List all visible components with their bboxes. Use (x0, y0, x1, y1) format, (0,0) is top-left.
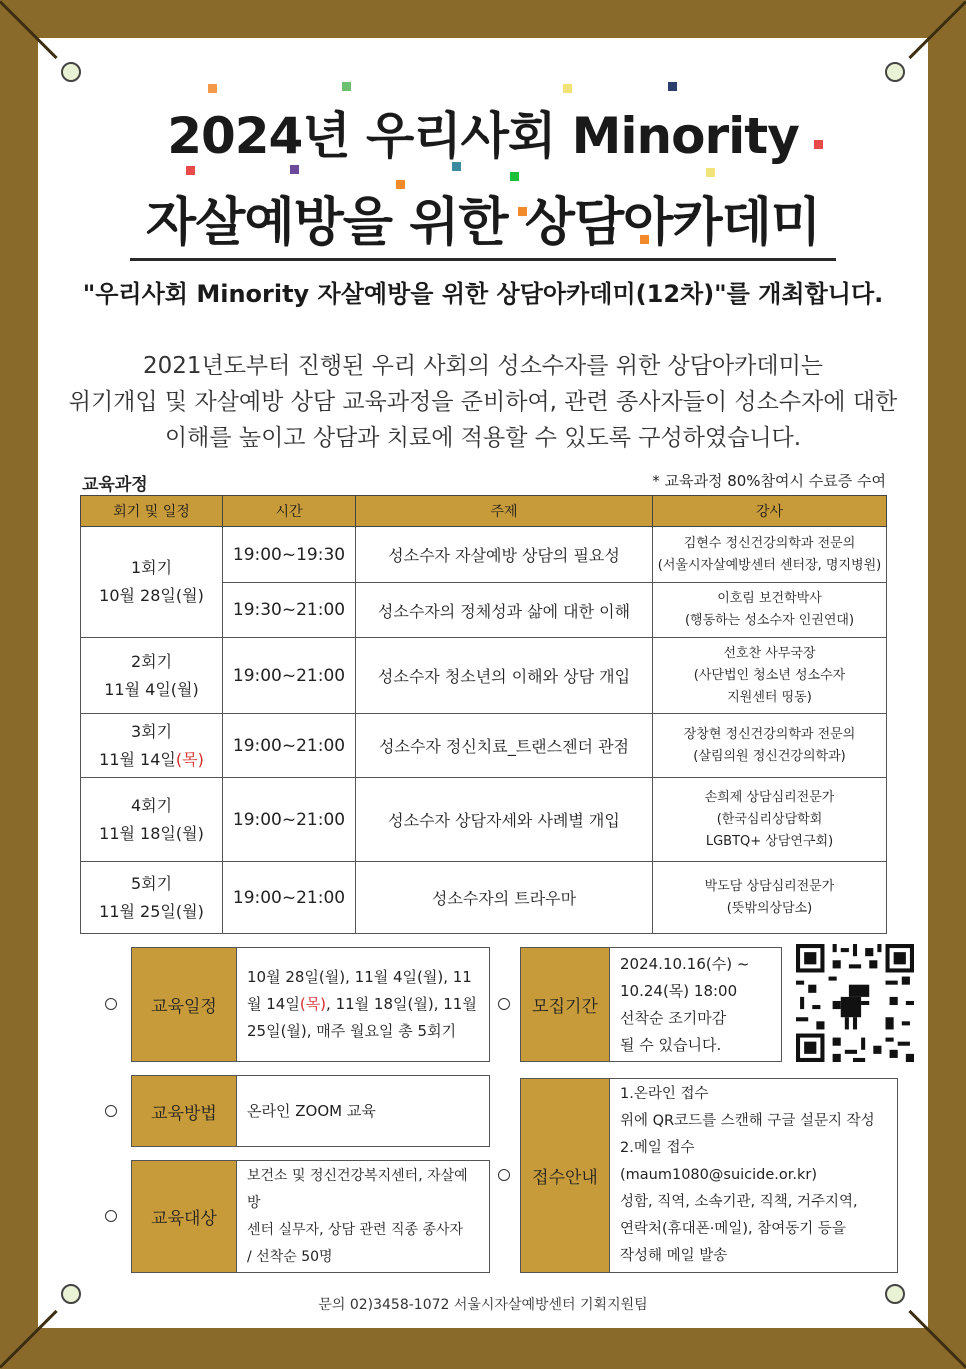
lecturer-affiliation: (사단법인 청소년 성소수자 (693, 667, 846, 683)
time-cell: 19:00~19:30 (223, 527, 356, 583)
session-date (82, 746, 221, 774)
recruit-line: 2024.10.16(수) ~ (620, 954, 750, 973)
schedule-value (237, 948, 487, 1061)
topic-cell: 성소수자 정신치료_트랜스젠더 관점 (356, 714, 653, 778)
bullet-icon (105, 1210, 117, 1222)
bullet-icon (105, 1105, 117, 1117)
schedule-info-box (131, 947, 490, 1062)
topic-cell: 성소수자 청소년의 이해와 상담 개입 (356, 638, 653, 714)
apply-line: 1.온라인 접수 (620, 1086, 709, 1102)
poster-title-line2: 자살예방을 위한 상담아카데미 (145, 193, 821, 253)
intro-line: 위기개입 및 자살예방 상담 교육과정을 준비하여, 관련 종사자들이 성소수자에 대한 (68, 389, 898, 415)
schedule-text: , 11월 18일(월), 11월 (326, 995, 477, 1013)
session-number: 4회기 (130, 795, 173, 815)
frame-corner-line (0, 0, 58, 59)
confetti (706, 168, 715, 177)
schedule-line (247, 991, 477, 1018)
target-line: 센터 실무자, 상담 관련 직종 종사자 (247, 1221, 464, 1238)
session-number: 3회기 (130, 721, 173, 741)
bullet-icon (498, 1169, 510, 1181)
table-row (81, 527, 887, 583)
target-line: 보건소 및 정신건강복지센터, 자살예방 (247, 1167, 468, 1211)
bullet-icon (498, 998, 510, 1010)
session-date: 11월 25일(월) (99, 901, 204, 921)
session-date: 11월 18일(월) (99, 823, 204, 843)
qr-code-icon[interactable] (796, 944, 914, 1062)
lecturer-affiliation: (한국심리상담학회 (716, 811, 823, 827)
lecturer-affiliation: LGBTQ+ 상담연구회) (705, 833, 834, 849)
schedule-day: (목) (299, 995, 327, 1013)
recruit-line: 선착순 조기마감 (620, 1008, 727, 1027)
time-cell: 19:00~21:00 (223, 638, 356, 714)
intro-line: 이해를 높이고 상담과 치료에 적용할 수 있도록 구성하였습니다. (164, 425, 802, 451)
apply-label: 접수안내 (521, 1079, 610, 1272)
lecturer-cell (653, 778, 887, 862)
lecturer-cell (653, 862, 887, 934)
schedule-label: 교육일정 (132, 948, 237, 1061)
lecturer-name: 장창현 정신건강의학과 전문의 (683, 726, 856, 742)
target-line: / 선착순 50명 (247, 1248, 333, 1265)
frame-corner-line (908, 0, 966, 59)
confetti (563, 84, 572, 93)
course-section-title: 교육과정 (82, 475, 148, 495)
apply-email[interactable]: (maum1080@suicide.or.kr) (620, 1167, 818, 1183)
course-certificate-note: * 교육과정 80%참여시 수료증 수여 (652, 472, 886, 490)
time-cell: 19:00~21:00 (223, 778, 356, 862)
method-info-box (131, 1075, 490, 1147)
apply-info-box (520, 1078, 898, 1273)
header-topic: 주제 (356, 496, 653, 527)
session-date: 11월 4일(월) (104, 679, 199, 699)
topic-cell: 성소수자 자살예방 상담의 필요성 (356, 527, 653, 583)
apply-line: 위에 QR코드를 스캔해 구글 설문지 작성 (620, 1113, 875, 1129)
frame-corner-line (0, 1310, 58, 1369)
bullet-icon (105, 998, 117, 1010)
session-cell (81, 638, 223, 714)
lecturer-cell (653, 714, 887, 778)
lecturer-name: 이호림 보건학박사 (717, 591, 822, 606)
header-time: 시간 (223, 496, 356, 527)
session-cell (81, 527, 223, 638)
header-session: 회기 및 일정 (81, 496, 223, 527)
schedule-line: 10월 28일(월), 11월 4일(월), 11 (247, 968, 472, 986)
topic-cell: 성소수자의 트라우마 (356, 862, 653, 934)
session-number: 2회기 (130, 651, 173, 671)
method-label: 교육방법 (132, 1076, 237, 1146)
table-row (81, 714, 887, 778)
confetti (342, 82, 351, 91)
lecturer-cell (653, 527, 887, 583)
confetti (668, 82, 677, 91)
recruit-value (610, 948, 759, 1061)
lecturer-affiliation: (행동하는 성소수자 인권연대) (684, 613, 855, 628)
session-cell (81, 714, 223, 778)
lecturer-name: 선호찬 사무국장 (723, 645, 816, 661)
confetti (208, 84, 217, 93)
apply-value (610, 1079, 885, 1272)
schedule-text: 월 14일 (247, 995, 300, 1013)
session-cell (81, 862, 223, 934)
lecturer-affiliation: (뜻밖의상담소) (726, 900, 813, 916)
poster-subtitle: "우리사회 Minority 자살예방을 위한 상담아카데미(12차)"를 개최합니다. (82, 280, 884, 308)
lecturer-cell (653, 583, 887, 638)
table-row (81, 638, 887, 714)
apply-line: 연락처(휴대폰·메일), 참여동기 등을 (620, 1221, 846, 1237)
lecturer-affiliation: (살림의원 정신건강의학과) (693, 748, 846, 764)
lecturer-cell (653, 638, 887, 714)
session-cell (81, 778, 223, 862)
pin-icon (61, 62, 81, 82)
apply-line: 성함, 직역, 소속기관, 직책, 거주지역, (620, 1194, 858, 1210)
recruit-label: 모집기간 (521, 948, 610, 1061)
session-date-text: 11월 14일 (99, 749, 176, 769)
time-cell: 19:30~21:00 (223, 583, 356, 638)
target-label: 교육대상 (132, 1161, 237, 1272)
intro-line: 2021년도부터 진행된 우리 사회의 성소수자를 위한 상담아카데미는 (142, 353, 824, 379)
session-date-day: (목) (175, 749, 204, 769)
table-header-row (81, 496, 887, 527)
topic-cell: 성소수자 상담자세와 사례별 개입 (356, 778, 653, 862)
intro-text (40, 348, 926, 456)
recruit-line: 10.24(목) 18:00 (620, 981, 738, 1000)
target-info-box (131, 1160, 490, 1273)
time-cell: 19:00~21:00 (223, 862, 356, 934)
session-number: 5회기 (130, 873, 173, 893)
poster-title-line1: 2024년 우리사회 Minority (167, 107, 799, 165)
recruit-line: 될 수 있습니다. (620, 1035, 722, 1054)
course-schedule-table (80, 495, 887, 934)
apply-line: 2.메일 접수 (620, 1140, 695, 1156)
table-row (81, 778, 887, 862)
recruit-info-box (520, 947, 782, 1062)
lecturer-affiliation: (서울시자살예방센터 센터장, 명지병원) (657, 557, 882, 573)
frame-corner-line (908, 1310, 966, 1369)
session-date: 10월 28일(월) (99, 586, 204, 605)
contact-info: 문의 02)3458-1072 서울시자살예방센터 기획지원팀 (318, 1297, 648, 1313)
lecturer-name: 손희제 상담심리전문가 (704, 789, 835, 805)
apply-line: 작성해 메일 발송 (620, 1248, 728, 1264)
session-number: 1회기 (130, 558, 173, 577)
title-divider (130, 258, 836, 261)
table-row (81, 862, 887, 934)
topic-cell: 성소수자의 정체성과 삶에 대한 이해 (356, 583, 653, 638)
lecturer-name: 김현수 정신건강의학과 전문의 (683, 535, 856, 551)
header-lecturer: 강사 (653, 496, 887, 527)
lecturer-affiliation: 지원센터 띵동) (727, 689, 812, 705)
method-value: 온라인 ZOOM 교육 (247, 1101, 376, 1120)
lecturer-name: 박도담 상담심리전문가 (704, 878, 835, 894)
pin-icon (885, 62, 905, 82)
target-value (237, 1161, 489, 1272)
schedule-line: 25일(월), 매주 월요일 총 5회기 (247, 1022, 457, 1040)
time-cell: 19:00~21:00 (223, 714, 356, 778)
